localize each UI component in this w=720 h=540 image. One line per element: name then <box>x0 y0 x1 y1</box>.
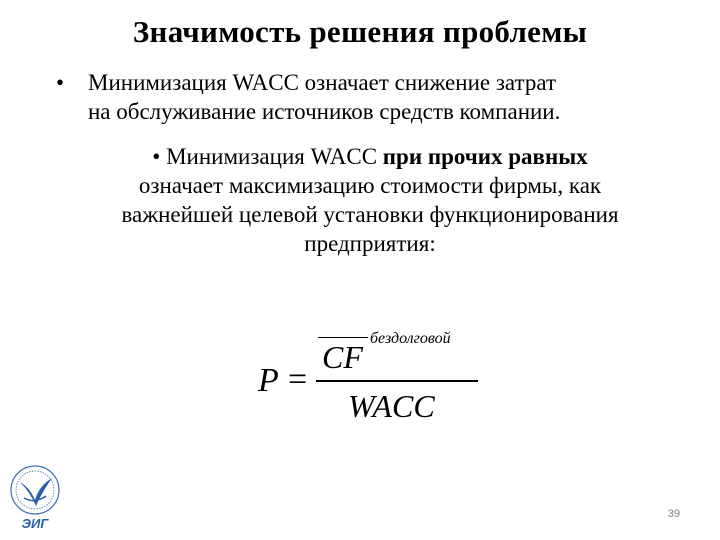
bullet-2-line-3: важнейшей целевой установки функционирования <box>121 202 619 227</box>
bullet-1-line-1: Минимизация WACC означает снижение затрат <box>88 70 557 95</box>
bullet-2-line-4: предприятия: <box>304 231 436 256</box>
bullet-marker: • <box>152 144 161 169</box>
logo-caption: ЭИГ <box>21 516 49 531</box>
page-number: 39 <box>667 508 680 520</box>
bullet-2-line-1 <box>60 142 680 171</box>
numerator-overline <box>318 337 368 338</box>
bullet-1-line-2: на обслуживание источников средств компании. <box>88 99 561 124</box>
formula-equals: = <box>288 361 308 398</box>
bullet-2 <box>60 142 680 258</box>
university-logo-icon <box>6 462 64 534</box>
fraction-bar <box>316 380 478 382</box>
bullet-2-line-2: означает максимизацию стоимости фирмы, как <box>138 173 602 198</box>
formula-numerator-superscript: бездолговой <box>370 330 451 347</box>
formula-denominator: WACC <box>348 388 435 424</box>
bullet-marker: • <box>56 70 65 95</box>
slide-title: Значимость решения проблемы <box>132 14 588 49</box>
formula-numerator: CF <box>322 339 363 375</box>
formula-lhs: P <box>258 362 279 399</box>
value-formula <box>258 330 498 440</box>
bullet-2-text: Минимизация WACC <box>160 144 383 169</box>
bullet-2-emphasis: при прочих равных <box>382 144 588 169</box>
